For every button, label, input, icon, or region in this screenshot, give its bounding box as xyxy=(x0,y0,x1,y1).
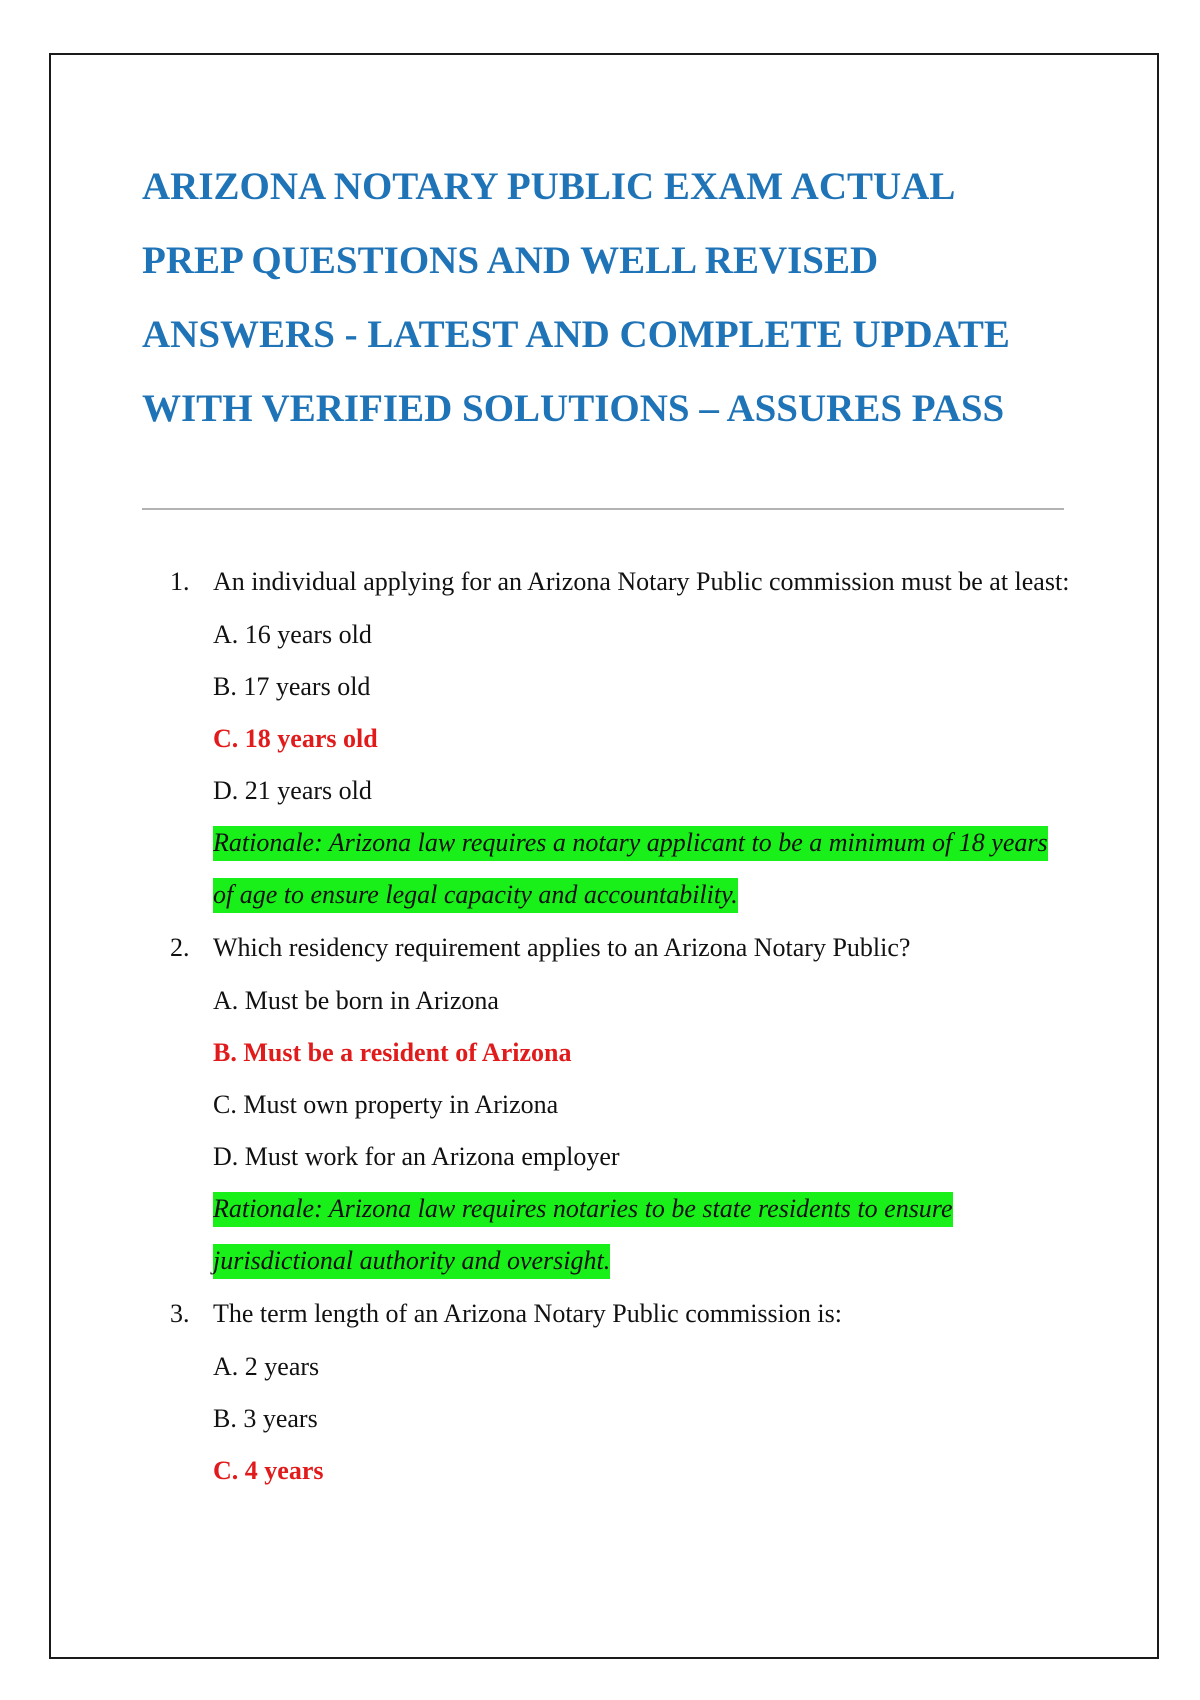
question-text: The term length of an Arizona Notary Public commission is: xyxy=(213,1299,842,1328)
title-line: PREP QUESTIONS AND WELL REVISED xyxy=(142,239,879,282)
question-text: Which residency requirement applies to an Arizona Notary Public? xyxy=(213,933,911,962)
answer-option: A. 2 years xyxy=(213,1352,320,1381)
document-title xyxy=(142,150,1062,446)
title-block xyxy=(142,150,1062,446)
question-item xyxy=(170,1287,1070,1497)
answer-option: C. Must own property in Arizona xyxy=(213,1090,559,1119)
rationale-highlight: Rationale: Arizona law requires notaries to be state residents to ensure jurisdictional authority and oversight. xyxy=(213,1192,953,1279)
title-line: ARIZONA NOTARY PUBLIC EXAM ACTUAL xyxy=(142,165,956,208)
rationale xyxy=(213,817,1070,921)
answer-option: D. Must work for an Arizona employer xyxy=(213,1142,620,1171)
answer-option: A. Must be born in Arizona xyxy=(213,986,499,1015)
rationale-highlight: Rationale: Arizona law requires a notary applicant to be a minimum of 18 years of age to ensure legal capacity and accountability. xyxy=(213,826,1048,913)
answer-option: B. 3 years xyxy=(213,1404,318,1433)
title-line: WITH VERIFIED SOLUTIONS – ASSURES PASS xyxy=(142,387,1005,430)
answer-option: A. 16 years old xyxy=(213,620,372,649)
correct-answer-option: C. 18 years old xyxy=(213,724,378,753)
question-list xyxy=(170,555,1070,1497)
correct-answer-option: B. Must be a resident of Arizona xyxy=(213,1038,572,1067)
title-line: ANSWERS - LATEST AND COMPLETE UPDATE xyxy=(142,313,1010,356)
question-item xyxy=(170,555,1070,921)
title-divider xyxy=(142,508,1064,510)
correct-answer-option: C. 4 years xyxy=(213,1456,324,1485)
question-number: 1. xyxy=(170,567,190,596)
rationale xyxy=(213,1183,1070,1287)
question-item xyxy=(170,921,1070,1287)
answer-option: D. 21 years old xyxy=(213,776,372,805)
question-number: 2. xyxy=(170,933,190,962)
question-number: 3. xyxy=(170,1299,190,1328)
question-text: An individual applying for an Arizona Notary Public commission must be at least: xyxy=(213,567,1070,596)
answer-option: B. 17 years old xyxy=(213,672,371,701)
